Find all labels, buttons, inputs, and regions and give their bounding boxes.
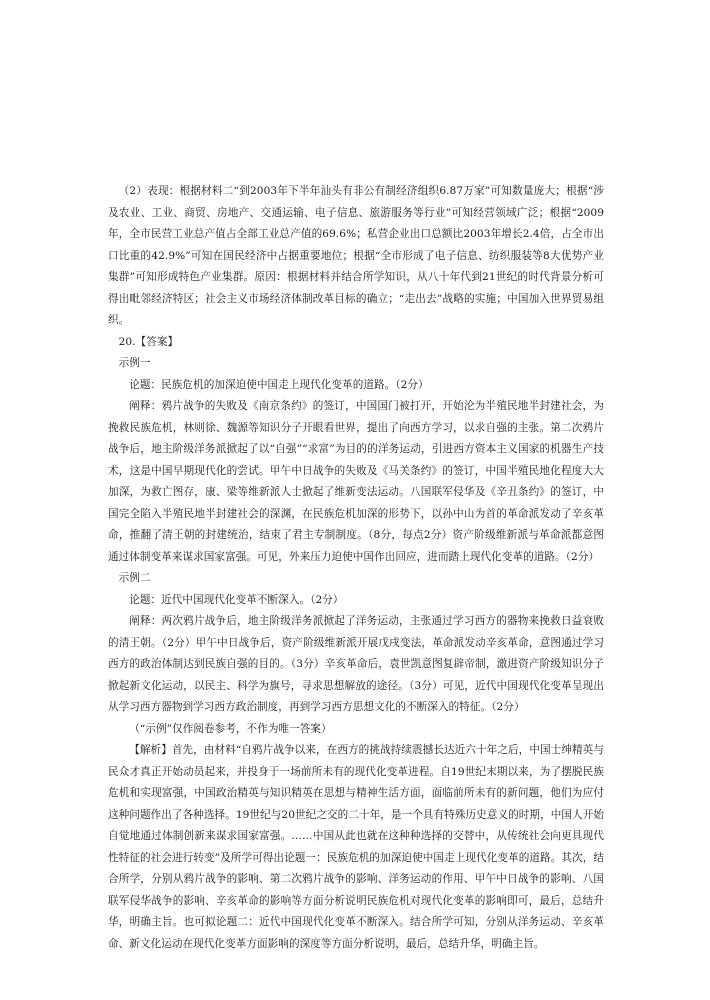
example-note: （“示例”仅作阅卷参考，不作为唯一答案） — [129, 722, 332, 735]
example-1-thesis: 论题：民族危机的加深迫使中国走上现代化变革的道路。（2分） — [129, 378, 429, 391]
document-page — [108, 181, 604, 955]
example-2-explanation: 阐释：两次鸦片战争后，地主阶级洋务派掀起了洋务运动，主张通过学习西方的器物来挽救日益衰败的清王朝。（2分）甲午中日战争后，资产阶级维新派开展戊戌变法，革命派发动辛亥革命，意图通过学习西方的政治体制达到民族自强的目的。（3分）辛亥革命后，袁世凯意图复辟帝制，激进资产阶级知识分子掀起新文化运动，以民主、科学为旗号，寻求思想解放的途径。（3分）可见，近代中国现代化变革呈现出从学习西方器物到学习西方政治制度，再到学习西方思想文化的不断深入的特征。（2分） — [108, 615, 604, 713]
example-1-label: 示例一 — [118, 357, 151, 369]
question-20-answer-heading: 20.【答案】 — [118, 335, 179, 348]
paragraph-biaoxian-yuanyin: （2）表现：根据材料二“到2003年下半年汕头有非公有制经济组织6.87万家”可知数量庞大；根据“涉及农业、工业、商贸、房地产、交通运输、电子信息、旅游服务等行业”可知经营领域广泛；根据“2009年，全市民营工业总产值占全部工业总产值的69.6%；私营企业出口总额比2003年增长2.4倍，占全市出口比重的42.9%”可知在国民经济中占据重要地位；根据“全市形成了电子信息、纺织服装等8大优势产业集群”可知形成特色产业集群。原因：根据材料并结合所学知识，从八十年代到21世纪的时代背景分析可得出毗邻经济特区；社会主义市场经济体制改革目标的确立；“走出去”战略的实施；中国加入世界贸易组织。 — [108, 185, 604, 326]
example-1-explanation: 阐释：鸦片战争的失败及《南京条约》的签订，中国国门被打开，开始沦为半殖民地半封建社会，为挽救民族危机，林则徐、魏源等知识分子开眼看世界，提出了向西方学习，以求自强的主张。第二次鸦片战争后，地主阶级洋务派掀起了以“自强”“求富”为目的的洋务运动，引进西方资本主义国家的机器生产技术，这是中国早期现代化的尝试。甲午中日战争的失败及《马关条约》的签订，中国半殖民地化程度大大加深，为救亡图存，康、梁等维新派人士掀起了维新变法运动。八国联军侵华及《辛丑条约》的签订，中国完全陷入半殖民地半封建社会的深渊，在民族危机加深的形势下，以孙中山为首的革命派发动了辛亥革命，推翻了清王朝的封建统治，结束了君主专制制度。（8分，每点2分）资产阶级维新派与革命派都意图通过体制变革来谋求国家富强。可见，外来压力迫使中国作出回应，进而踏上现代化变革的道路。（2分） — [108, 400, 604, 563]
example-2-label: 示例二 — [118, 572, 151, 584]
analysis-paragraph: 【解析】首先，由材料“自鸦片战争以来，在西方的挑战持续震撼长达近六十年之后，中国士绅精英与民众才真正开始动员起来，并投身于一场前所未有的现代化变革进程。自19世纪末期以来，为了摆脱民族危机和实现富强，中国政治精英与知识精英在思想与精神生活方面，面临前所未有的新问题，他们为应付这种问题作出了各种选择。19世纪与20世纪之交的二十年，是一个具有特殊历史意义的时期，中国人开始自觉地通过体制创新来谋求国家富强。……中国从此也就在这种种选择的交替中，从传统社会向更具现代性特征的社会进行转变”及所学可得出论题一：民族危机的加深迫使中国走上现代化变革的道路。其次，结合所学，分别从鸦片战争的影响、第二次鸦片战争的影响、洋务运动的作用、甲午中日战争的影响、八国联军侵华战争的影响、辛亥革命的影响等方面分析说明民族危机对现代化变革的影响即可，最后，总结升华，明确主旨。也可拟论题二：近代中国现代化变革不断深入。结合所学可知，分别从洋务运动、辛亥革命、新文化运动在现代化变革方面影响的深度等方面分析说明，最后，总结升华，明确主旨。 — [108, 744, 604, 950]
example-2-thesis: 论题：近代中国现代化变革不断深入。（2分） — [129, 593, 344, 606]
